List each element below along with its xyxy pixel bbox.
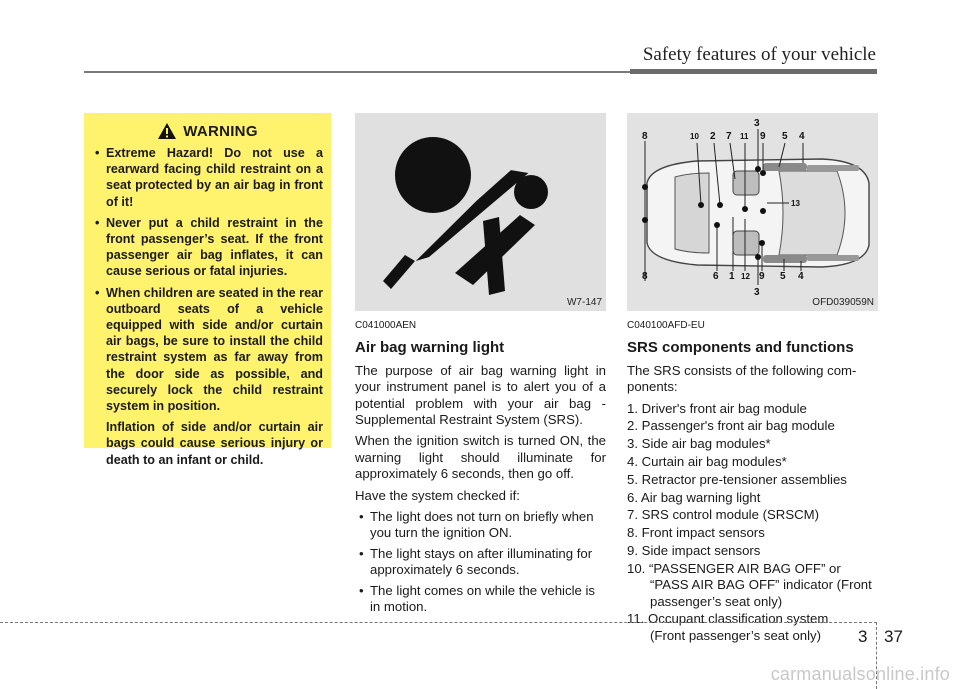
list-item-text: 7. SRS control module (SRSCM): [627, 507, 820, 523]
list-item-text: 11. Occupant classification system: [627, 611, 829, 627]
list-item: [627, 490, 878, 506]
callout-label: 12: [741, 272, 750, 281]
callout-label: 4: [798, 271, 804, 282]
figure-label: W7-147: [566, 297, 602, 308]
warning-heading-text: WARNING: [183, 122, 258, 140]
list-item: [627, 611, 878, 644]
list-item-text: 9. Side impact sensors: [627, 543, 761, 558]
section-code: C040100AFD-EU: [627, 320, 705, 331]
callout-label: 2: [710, 131, 716, 142]
callout-label: 13: [791, 199, 800, 208]
callout-label: 6: [713, 271, 719, 282]
paragraph: The purpose of air bag warning light in your instrument panel is to alert you of a potential problem with your air bag - Supplemental Restraint System (SRS).: [355, 362, 606, 428]
car-top-view-diagram: [627, 113, 878, 311]
callout-label: 5: [780, 271, 786, 282]
list-item: [627, 418, 878, 434]
callout-label: 7: [726, 131, 732, 142]
list-item-text: 2. Passenger's front air bag module: [627, 418, 835, 434]
list-item: [627, 436, 878, 452]
list-item-subtext: (Front passenger’s seat only): [650, 627, 822, 643]
list-item-text: 5. Retractor pre-tensioner assemblies: [627, 471, 847, 487]
header-rule-accent: [630, 69, 877, 74]
warning-item: • Never put a child restraint in the front passenger’s seat. If the front passenger air bag inflates, it can cause serious or fatal injuries.: [92, 215, 323, 280]
callout-label: 3: [754, 287, 760, 298]
list-item-text: 3. Side air bag modules*: [627, 436, 771, 452]
warning-box: [84, 113, 331, 467]
section-title: Air bag warning light: [355, 339, 505, 357]
header-title: Safety features of your vehicle: [642, 44, 876, 65]
list-item: • The light stays on after illuminating for approximately 6 seconds.: [355, 546, 606, 579]
srs-components-figure: [627, 113, 878, 311]
watermark: carmanualsonline.info: [770, 664, 950, 684]
list-item-text: 8. Front impact sensors: [627, 525, 765, 541]
list-item: [627, 525, 878, 541]
paragraph: When the ignition switch is turned ON, the warning light should illuminate for approximately 6 seconds, then go off.: [355, 433, 606, 482]
list-item-text: 6. Air bag warning light: [627, 489, 761, 505]
airbag-warning-icon: [355, 113, 606, 311]
list-item-text: 4. Curtain air bag modules*: [627, 454, 787, 470]
srs-components-section: [627, 318, 878, 646]
callout-label: 8: [642, 131, 648, 142]
airbag-light-figure: [355, 113, 606, 311]
components-list: [627, 401, 878, 645]
warning-continuation: Inflation of side and/or curtain air bags could cause serious injury or death to an infant or child.: [106, 420, 323, 467]
section-title: SRS components and functions: [627, 339, 854, 357]
list-item: [627, 561, 878, 610]
callout-label: 1: [729, 271, 735, 282]
callout-label: 5: [782, 131, 788, 142]
list-item: • The light does not turn on briefly when you turn the ignition ON.: [355, 509, 606, 542]
paragraph: The SRS consists of the following com-ponents:: [627, 362, 857, 395]
footer-rule: [0, 622, 877, 623]
list-item: [627, 454, 878, 470]
section-code: C041000AEN: [355, 320, 417, 331]
callout-label: 4: [799, 131, 805, 142]
warning-item: • Extreme Hazard! Do not use a rearward facing child restraint on a seat protected by an air bag in front of it!: [92, 145, 323, 210]
warning-list: [92, 145, 323, 468]
list-item: [627, 543, 878, 559]
warning-item: • When children are seated in the rear outboard seats of a vehicle equipped with side and/or curtain air bags, be sure to install the child restraint system as far away from the door side as possible, and securely lock the child restraint system in position.: [92, 285, 323, 415]
page-number: 37: [884, 627, 903, 646]
callout-label: 9: [759, 271, 765, 282]
list-item: [627, 507, 878, 523]
callout-label: 9: [760, 131, 766, 142]
callout-label: 8: [642, 271, 648, 282]
callout-label: 10: [690, 132, 699, 141]
figure-label: OFD039059N: [812, 297, 874, 308]
callout-label: 3: [754, 118, 760, 129]
list-item: [627, 472, 878, 488]
list-item-subtext: “PASS AIR BAG OFF” indicator (Front passenger’s seat only): [650, 577, 872, 609]
paragraph: Have the system checked if:: [355, 487, 520, 503]
list-item: [627, 401, 878, 417]
list-item-text: 1. Driver's front air bag module: [627, 400, 807, 416]
check-conditions-list: [355, 509, 606, 615]
warning-heading: [92, 122, 323, 140]
callout-label: 11: [740, 132, 749, 141]
section-number: 3: [858, 627, 868, 646]
list-item: • The light comes on while the vehicle is in motion.: [355, 583, 606, 616]
list-item-text: 10. “PASSENGER AIR BAG OFF” or: [627, 560, 841, 576]
warning-triangle-icon: [157, 122, 177, 140]
airbag-warning-section: [355, 318, 606, 620]
